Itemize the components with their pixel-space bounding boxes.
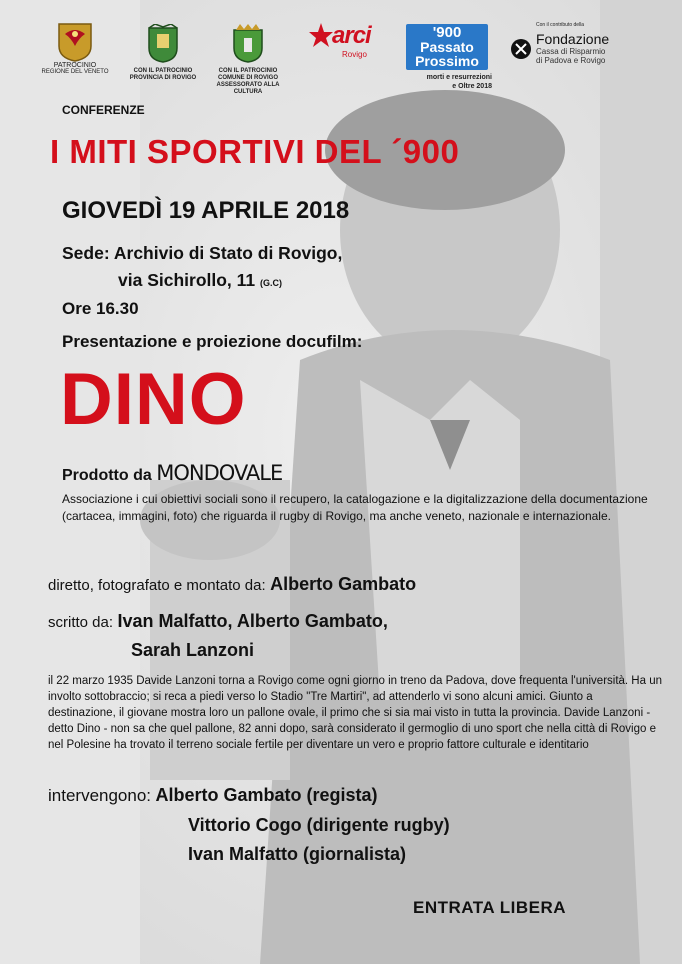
- venue-address: via Sichirollo, 11: [118, 270, 256, 290]
- event-date: GIOVEDÌ 19 APRILE 2018: [62, 197, 350, 224]
- pp-sub2: e Oltre 2018: [452, 83, 492, 90]
- written-line: [48, 611, 388, 632]
- regione-veneto-logo: [40, 22, 110, 76]
- speaker-2: Vittorio Cogo (dirigente rugby): [188, 815, 450, 835]
- regione-line1: PATROCINIO: [53, 62, 97, 69]
- pp-line3: Prossimo: [415, 53, 479, 69]
- comune-line1: CON IL PATROCINIO: [218, 68, 278, 74]
- category-label: CONFERENZE: [62, 103, 145, 117]
- provincia-line2: PROVINCIA DI ROVIGO: [129, 75, 197, 81]
- fondazione-logo: [510, 22, 640, 65]
- lion-crest-icon: [57, 22, 93, 62]
- passato-prossimo-badge: [406, 24, 488, 70]
- venue-note: (G.C): [260, 278, 283, 288]
- provincia-line1: CON IL PATROCINIO: [133, 68, 193, 74]
- comune-rovigo-logo: [208, 24, 288, 96]
- producer-description: Associazione i cui obiettivi sociali sono il recupero, la catalogazione e la digitalizzazione della documentazione (cartacea, immagini, foto) che riguarda il rugby di Rovigo, ma anche veneto, nazionale e internazionale.: [62, 492, 648, 523]
- producer-name: MONDOVALE: [156, 461, 283, 485]
- film-title: DINO: [60, 359, 247, 440]
- speaker-1: Alberto Gambato (regista): [155, 785, 378, 805]
- comune-crest-icon: [230, 24, 266, 64]
- written-by-2: Sarah Lanzoni: [131, 640, 255, 660]
- fondazione-mark-icon: [510, 38, 532, 60]
- directed-line: [48, 574, 416, 595]
- presentation-label: Presentazione e proiezione docufilm:: [62, 332, 363, 351]
- speaker-3: Ivan Malfatto (giornalista): [188, 844, 407, 864]
- comune-line3: ASSESSORATO ALLA CULTURA: [216, 82, 280, 95]
- fondazione-name: Fondazione: [536, 31, 610, 47]
- provincia-rovigo-logo: [128, 24, 198, 82]
- venue-line1: Sede: Archivio di Stato di Rovigo,: [62, 243, 343, 263]
- written-by-1: Ivan Malfatto, Alberto Gambato,: [117, 611, 388, 631]
- venue-line2: [118, 268, 282, 296]
- event-title: I MITI SPORTIVI DEL ´900: [50, 133, 460, 170]
- event-time: Ore 16.30: [62, 299, 139, 318]
- comune-line2: COMUNE DI ROVIGO: [217, 75, 278, 81]
- pp-sub1: morti e resurrezioni: [426, 74, 492, 81]
- provincia-crest-icon: [145, 24, 181, 64]
- pp-line2: Passato: [420, 39, 474, 55]
- admission: ENTRATA LIBERA: [413, 898, 567, 917]
- fondazione-sub1: Cassa di Risparmio: [536, 47, 606, 56]
- producer-line: [62, 461, 282, 485]
- speakers-label: intervengono:: [48, 786, 152, 805]
- producer-label: Prodotto da: [62, 467, 152, 484]
- synopsis: il 22 marzo 1935 Davide Lanzoni torna a Rovigo come ogni giorno in treno da Padova, dove frequenta l'università. Ha un involto sottobraccio; si reca a piedi verso lo Stadio "Tre Martiri", ad attenderlo vi sono alcuni amici. Giunto a destinazione, il giovane mostra loro un pallone ovale, il primo che si sia mai visto in tutta la provincia. Davide Lanzoni - detto Dino - non sa che quel pallone, 82 anni dopo, sarà considerato il germoglio di uno sport che nella città di Rovigo e nel Polesine ha trovato il terreno sociale fertile per diventare un vero e proprio fattore culturale e identitario: [48, 675, 662, 751]
- fondazione-contrib: Con il contributo della: [536, 22, 585, 28]
- written-label: scritto da:: [48, 614, 114, 631]
- directed-label: diretto, fotografato e montato da:: [48, 577, 266, 594]
- pp-line1: '900: [432, 24, 462, 41]
- regione-line2: REGIONE DEL VENETO: [41, 69, 109, 75]
- star-icon: [308, 22, 334, 48]
- directed-by: Alberto Gambato: [270, 574, 417, 594]
- passato-prossimo-logo: [406, 24, 492, 91]
- arci-city: Rovigo: [342, 50, 367, 59]
- arci-name: arci: [332, 22, 371, 49]
- speakers-line: [48, 785, 378, 806]
- fondazione-sub2: di Padova e Rovigo: [536, 56, 606, 65]
